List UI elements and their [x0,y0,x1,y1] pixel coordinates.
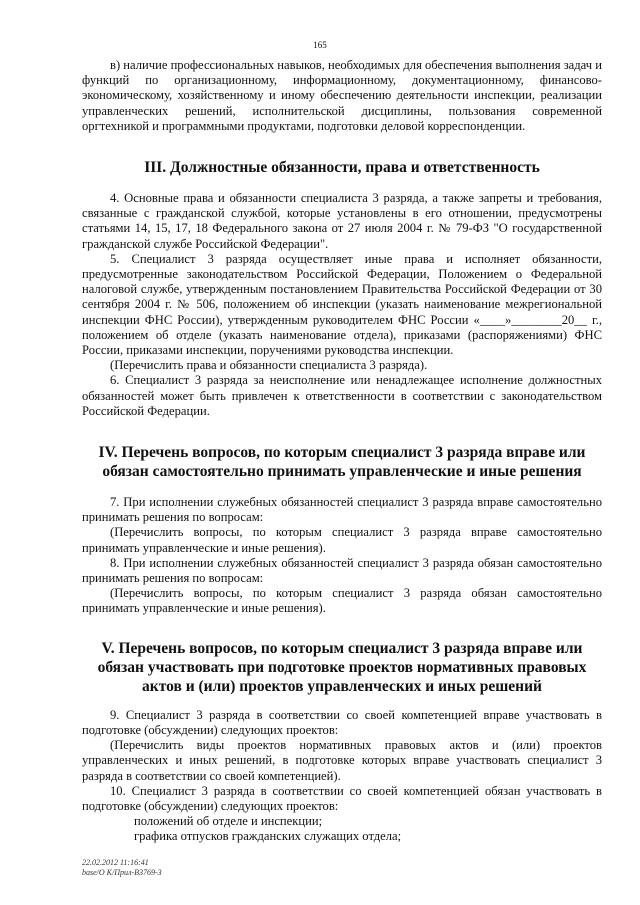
page-number: 165 [313,40,327,50]
paragraph-8: 8. При исполнении служебных обязанностей специалист 3 разряда обязан самостоятельно принимать решения по вопросам: [82,555,602,586]
section-3-title: III. Должностные обязанности, права и ответственность [144,159,540,177]
intro-paragraph: в) наличие профессиональных навыков, необходимых для обеспечения выполнения задач и функций по организационному, информационному, документационному, финансово-экономическому, хозяйственному и иному обеспечению деятельности инспекции, реализации управленческих решений, исполнительской дисциплины, пользования современной оргтехникой и программными продуктами, подготовки деловой корреспонденции. [82,58,602,133]
paragraph-6: 6. Специалист 3 разряда за неисполнение или ненадлежащее исполнение должностных обязанностей может быть привлечен к ответственности в соответствии с законодательством Российской Федерации. [82,373,602,418]
document-body [82,58,602,845]
document-footer [82,858,162,878]
list-item: графика отпусков гражданских служащих отдела; [134,829,402,844]
footer-timestamp: 22.02.2012 11:16:41 [82,858,149,867]
paragraph-5-note: (Перечислить права и обязанности специалиста 3 разряда). [110,358,428,373]
paragraph-5: 5. Специалист 3 разряда осуществляет иные права и исполняет обязанности, предусмотренные законодательством Российской Федерации, Положением о Федеральной налоговой службе, утвержденным постановлением Правительства Российской Федерации от 30 сентября 2004 г. № 506, положением об инспекции (указать наименование межрегиональной инспекции ФНС России), утвержденным руководителем ФНС России «____»________20__ г., положением об отделе (указать наименование отдела), приказами (распоряжениями) ФНС России, приказами инспекции, поручениями руководства инспекции. [82,251,602,358]
list-item: положений об отделе и инспекции; [134,814,323,829]
paragraph-8-note: (Перечислить вопросы, по которым специалист 3 разряда обязан самостоятельно принимать управленческие и иные решения). [82,586,602,616]
paragraph-7-note: (Перечислить вопросы, по которым специалист 3 разряда вправе самостоятельно принимать управленческие и иные решения). [82,525,602,555]
paragraph-9-note: (Перечислить виды проектов нормативных правовых актов и (или) проектов управленческих и иных решений, в подготовке которых вправе участвовать специалист 3 разряда в соответствии со своей компетенцией). [82,738,602,783]
paragraph-4: 4. Основные права и обязанности специалиста 3 разряда, а также запреты и требования, связанные с гражданской службой, которые установлены в его отношении, предусмотрены статьями 14, 15, 17, 18 Федерального закона от 27 июля 2004 г. № 79-ФЗ "О государственной гражданской службе Российской Федерации". [82,191,602,251]
paragraph-9: 9. Специалист 3 разряда в соответствии со своей компетенцией вправе участвовать в подготовке (обсуждении) следующих проектов: [82,707,602,737]
paragraph-10: 10. Специалист 3 разряда в соответствии со своей компетенцией обязан участвовать в подготовке (обсуждении) следующих проектов: [82,783,602,813]
section-4-title: IV. Перечень вопросов, по которым специалист 3 разряда вправе или обязан самостоятельно принимать управленческие и иные решения [98,444,586,481]
footer-file-path: base/О К/Прил-В3769-3 [82,868,162,877]
paragraph-7: 7. При исполнении служебных обязанностей специалист 3 разряда вправе самостоятельно принимать решения по вопросам: [82,495,602,525]
section-5-title: V. Перечень вопросов, по которым специалист 3 разряда вправе или обязан участвовать при подготовке проектов нормативных правовых актов и (или) проектов управленческих и иных решений [97,639,587,695]
